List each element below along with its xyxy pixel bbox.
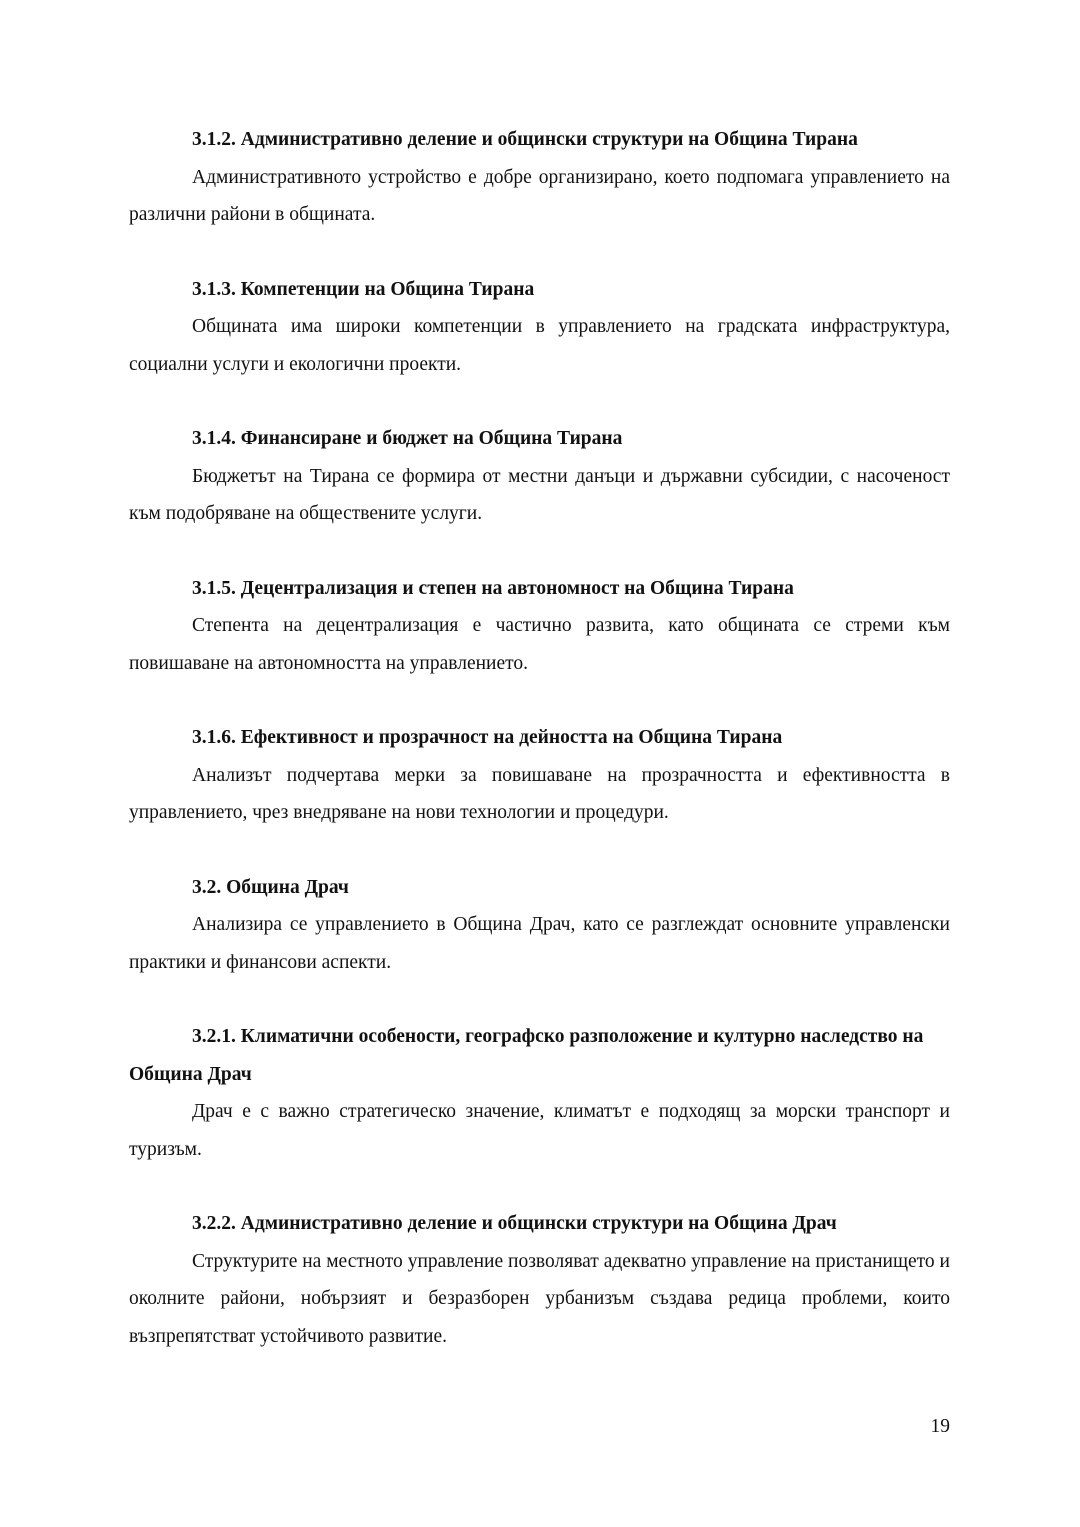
- section-heading: 3.1.6. Ефективност и прозрачност на дейността на Община Тирана: [192, 727, 783, 748]
- section-heading: 3.2. Община Драч: [192, 876, 349, 898]
- section-paragraph: Анализира се управлението в Община Драч, като се разглеждат основните управленски практики и финансови аспекти.: [129, 914, 950, 973]
- section-heading: 3.2.1. Климатични особености, географско разположение и културно наследство на Община Драч: [129, 1026, 924, 1085]
- section-paragraph: Степента на децентрализация е частично развита, като общината се стреми към повишаване на автономността на управлението.: [129, 615, 950, 674]
- section-3-1-5: [129, 570, 950, 683]
- page-content: [129, 121, 950, 1392]
- section-heading: 3.2.2. Административно деление и общински структури на Община Драч: [192, 1213, 837, 1234]
- section-paragraph: Административното устройство е добре организирано, което подпомага управлението на различни райони в общината.: [129, 166, 950, 225]
- section-paragraph: Анализът подчертава мерки за повишаване на прозрачността и ефективността в управлението, чрез внедряване на нови технологии и процедури.: [129, 764, 950, 823]
- section-heading: 3.1.3. Компетенции на Община Тирана: [192, 278, 535, 300]
- section-3-1-4: [129, 420, 950, 533]
- section-paragraph: Драч е с важно стратегическо значение, климатът е подходящ за морски транспорт и туризъм.: [129, 1101, 950, 1160]
- section-3-1-3: [129, 271, 950, 384]
- section-heading: 3.1.4. Финансиране и бюджет на Община Тирана: [192, 428, 623, 449]
- section-3-2-1: [129, 1018, 950, 1168]
- section-heading: 3.1.5. Децентрализация и степен на автономност на Община Тирана: [192, 577, 794, 599]
- section-3-2-2: [129, 1205, 950, 1355]
- section-3-2: [129, 869, 950, 982]
- section-paragraph: Бюджетът на Тирана се формира от местни данъци и държавни субсидии, с насоченост към подобряване на обществените услуги.: [129, 465, 950, 524]
- section-3-1-6: [129, 719, 950, 832]
- section-heading: 3.1.2. Административно деление и общински структури на Община Тирана: [192, 129, 858, 150]
- section-3-1-2: [129, 121, 950, 234]
- section-paragraph: Общината има широки компетенции в управлението на градската инфраструктура, социални услуги и екологични проекти.: [129, 316, 950, 375]
- section-paragraph: Структурите на местното управление позволяват адекватно управление на пристанището и околните райони, нобързият и безразборен урбанизъм създава редица проблеми, които възпрепятстват устойчивото развитие.: [129, 1250, 950, 1347]
- page-number: 19: [930, 1416, 950, 1437]
